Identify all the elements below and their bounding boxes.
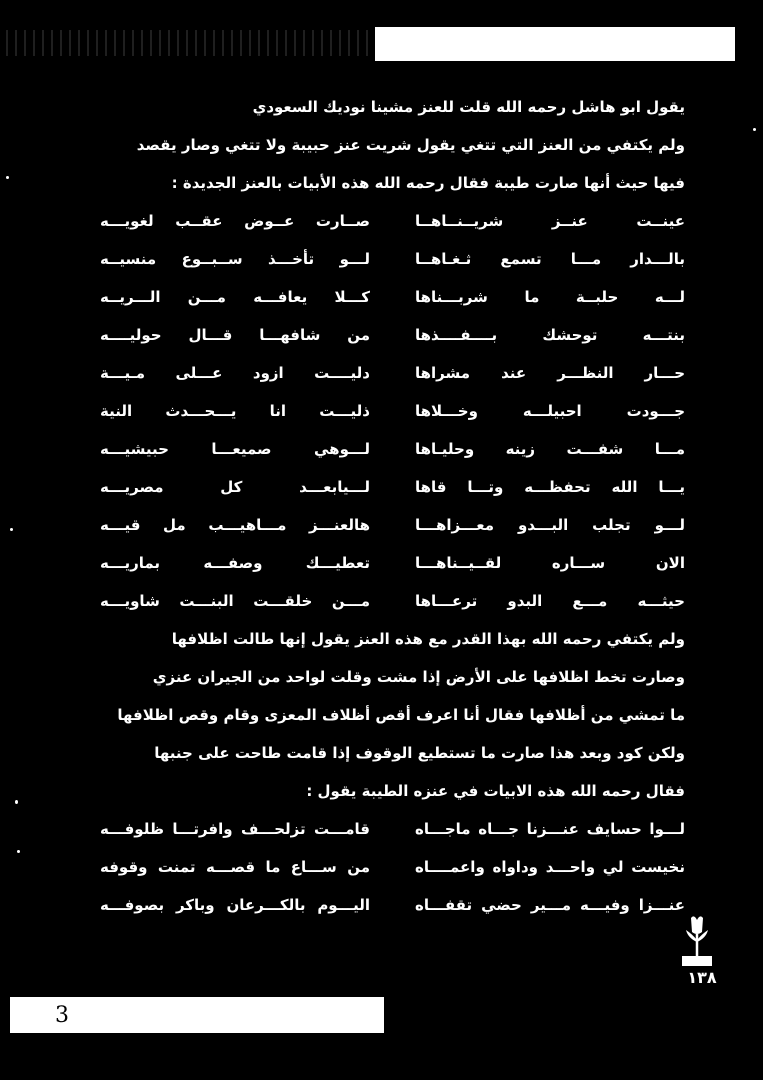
scan-speck	[6, 176, 9, 179]
page-number: ١٣٨	[687, 968, 717, 987]
poem-verse	[100, 582, 685, 620]
verse-second-hemistich: من ســـاع ما قصـــه تمنت وقوفه	[100, 858, 370, 876]
verse-second-hemistich: من شافهـــا قـــال حوليــــه	[100, 326, 370, 344]
verse-first-hemistich: بالـــدار مـــا تسمع ثـغـاهــا	[415, 250, 685, 268]
scan-speck	[17, 850, 20, 853]
prose-line: يقول ابو هاشل رحمه الله قلت للعنز مشينا نوديك السعودي	[252, 98, 685, 116]
scan-speck	[753, 128, 756, 131]
prose-line: ما تمشي من أظلافها فقال أنا اعرف أقص أظلاف المعزى وقام وقص اظلافها	[117, 706, 685, 724]
poem-verse	[100, 468, 685, 506]
prose-line: ولكن كود وبعد هذا صارت ما تستطيع الوقوف إذا قامت طاحت على جنبها	[154, 744, 685, 762]
scan-speck	[10, 528, 13, 531]
poem-verse	[100, 354, 685, 392]
poem-verse	[100, 240, 685, 278]
verse-second-hemistich: تعطيـــك وصفـــه بماريـــه	[100, 554, 370, 572]
verse-second-hemistich: لـــو تأخـــذ ســبــوع منسيــه	[100, 250, 370, 268]
verse-second-hemistich: لـــيابعـــد كل مصريـــه	[100, 478, 370, 496]
poem-verse	[100, 506, 685, 544]
scan-speck	[15, 800, 18, 804]
prose-line: ولم يكتفي رحمه الله بهذا القدر مع هذه العنز يقول إنها طالت اظلافها	[171, 630, 685, 648]
header-white-bar	[375, 27, 735, 61]
verse-first-hemistich: لـــوا حسايف عنـــزنا جـــاه ماجـــاه	[415, 820, 685, 838]
poem-verse	[100, 430, 685, 468]
verse-first-hemistich: حيثـــه مـــع البدو ترعـــاها	[415, 592, 685, 610]
page-content	[100, 88, 685, 924]
poem-verse	[100, 886, 685, 924]
poem-verse	[100, 316, 685, 354]
scan-noise-strip	[6, 30, 371, 56]
prose-line: وصارت تخط اظلافها على الأرض إذا مشت وقلت لواحد من الجيران عنزي	[152, 668, 685, 686]
verse-second-hemistich: اليـــوم بالكـــرعان وباكر بصوفـــه	[100, 896, 370, 914]
poem-verse	[100, 202, 685, 240]
prose-line: فيها حيث أنها صارت طيبة فقال رحمه الله هذه الأبيات بالعنز الجديدة :	[171, 174, 685, 192]
footer-mark: 3	[55, 1003, 69, 1028]
verse-first-hemistich: مـــا شفـــت زينه وحليـاها	[415, 440, 685, 458]
tulip-icon	[680, 912, 714, 968]
poem-verse	[100, 392, 685, 430]
verse-second-hemistich: دليــــت ازود عـــلى مـيـــة	[100, 364, 370, 382]
prose-line: فقال رحمه الله هذه الابيات في عنزه الطيبة يقول :	[306, 782, 685, 800]
verse-first-hemistich: يـــا الله تحفظـــه وتـــا قاها	[415, 478, 685, 496]
verse-second-hemistich: كـــلا يعافـــه مـــن الـــريــه	[100, 288, 370, 306]
poem-verse	[100, 848, 685, 886]
verse-second-hemistich: قامـــت تزلحـــف وافرتـــا ظلوفـــه	[100, 820, 370, 838]
poem-verse	[100, 278, 685, 316]
verse-first-hemistich: لـــه حلبــة ما شربـــناها	[415, 288, 685, 306]
verse-first-hemistich: الان ســـاره لقــيــناهـــا	[415, 554, 685, 572]
poem-verse	[100, 544, 685, 582]
verse-second-hemistich: صــارت عــوض عقــب لغويـــه	[100, 212, 370, 230]
verse-first-hemistich: لـــو تجلب البـــدو معـــزاهـــا	[415, 516, 685, 534]
verse-first-hemistich: بنتـــه توحشك بــــفــــذها	[415, 326, 685, 344]
prose-line: ولم يكتفي من العنز التي تتغي يقول شريت عنز حبيبة ولا تتغي وصار يقصد	[136, 136, 685, 154]
verse-second-hemistich: هالعنـــز مـــاهيـــب مل قيـــه	[100, 516, 370, 534]
verse-first-hemistich: عينــت عنــز شريــنــاهــا	[415, 212, 685, 230]
poem-verse	[100, 810, 685, 848]
verse-second-hemistich: لـــوهي صميعـــا حبيشيـــه	[100, 440, 370, 458]
verse-second-hemistich: ذليـــت انا يـــحـــدث النية	[100, 402, 370, 420]
verse-second-hemistich: مـــن خلقـــت البنـــت شاويـــه	[100, 592, 370, 610]
verse-first-hemistich: حـــار النظـــر عند مشراها	[415, 364, 685, 382]
verse-first-hemistich: عنـــزا وفيـــه مـــير حضي تقفـــاه	[415, 896, 685, 914]
verse-first-hemistich: جـــودت احبيلـــه وخـــلاها	[415, 402, 685, 420]
verse-first-hemistich: نخيست لي واحـــد وداواه واعمــــاه	[415, 858, 685, 876]
